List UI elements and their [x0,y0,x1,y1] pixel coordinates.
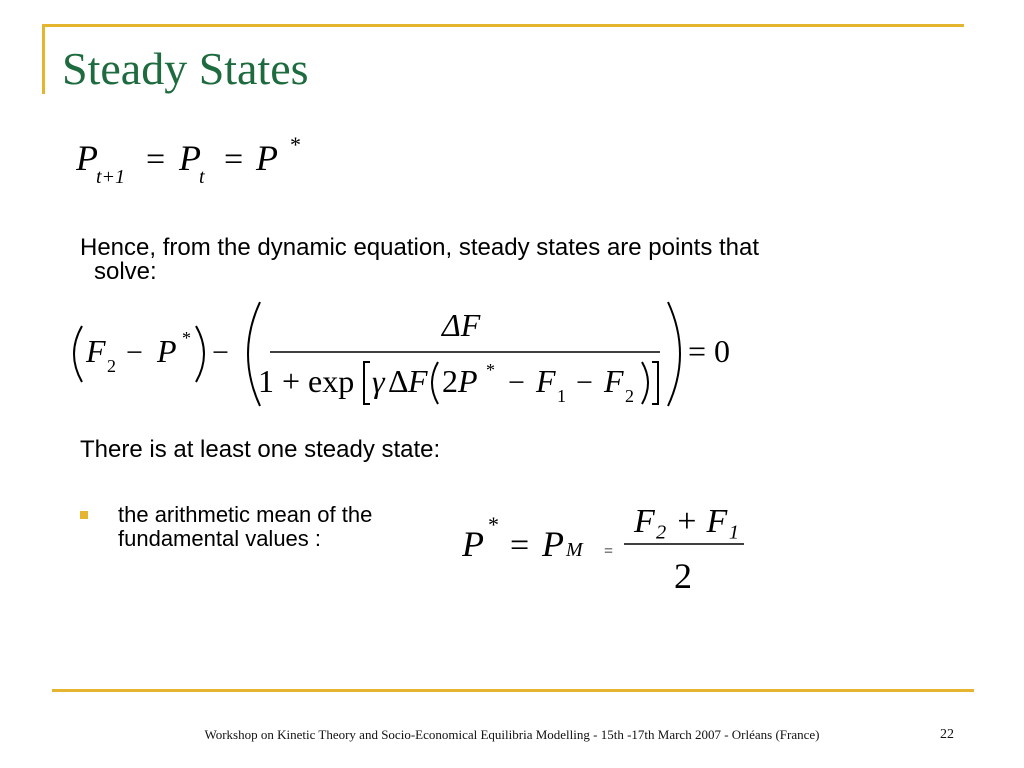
eq2-p: P [157,333,177,369]
eq2-delta: Δ [388,363,409,399]
eq1-eq2: = [224,141,244,178]
eq1-p1: P [76,138,98,178]
eq3-eq: = [510,527,530,564]
para1-line2: solve: [94,258,157,285]
eq2-minus3: − [508,366,525,399]
bullet-square-icon [80,511,88,519]
left-rule [42,24,45,94]
eq1-p2: P [179,138,201,178]
eq3-small-eq: = [604,543,614,560]
eq3-sub-m: M [566,539,583,561]
eq3-denominator: 2 [674,556,692,596]
equation-steady-state [76,130,336,190]
eq1-eq1: = [146,141,166,178]
eq2-sub2b: 2 [625,386,634,406]
eq2-rbracket [652,362,658,404]
eq2-sub2a: 2 [107,356,116,376]
bullet-line1: the arithmetic mean of the [118,502,373,527]
eq2-two: 2 [442,363,458,399]
top-rule [42,24,964,27]
eq3-numerator: F₂ + F₁ [634,503,740,540]
eq2-lparen1 [74,326,82,382]
eq2-numerator: ΔF [442,307,481,343]
eq2-one-plus-exp: 1 + exp [258,363,355,399]
eq2-minus4: − [576,366,593,399]
footer-text: Workshop on Kinetic Theory and Socio-Economical Equilibria Modelling - 15th -17th March 2007 - Orléans (France) [204,727,820,742]
eq1-star: * [290,132,301,157]
paragraph-hence [80,236,880,284]
eq2-star1: * [182,328,191,348]
eq2-lbracket [364,362,370,404]
eq3-p2: P [542,524,564,564]
eq2-f1: F [536,363,556,399]
para1-line1: Hence, from the dynamic equation, steady states are points that [80,234,760,261]
eq2-gamma: γ [372,363,385,399]
eq2-star2: * [486,360,495,380]
equation-arithmetic-mean [462,494,762,600]
eq2-rparen-den [642,362,648,404]
slide-title: Steady States [62,43,309,94]
eq2-rparen1 [196,326,204,382]
bullet-text [118,503,458,551]
eq3-p1: P [462,524,484,564]
eq2-lparen-den [432,362,438,404]
eq2-f-den: F [408,363,428,399]
eq2-big-rparen [668,302,680,406]
eq2-minus2: − [212,336,229,369]
page-number: 22 [940,727,954,742]
equation-steady-condition [60,296,760,412]
bottom-rule [52,689,974,692]
eq3-star: * [488,512,499,537]
eq2-sub1: 1 [557,386,566,406]
eq2-equals-zero: = 0 [688,333,731,369]
paragraph-at-least-one: There is at least one steady state: [80,436,441,463]
eq2-p-den: P [458,363,478,399]
eq1-sub-t1: t+1 [96,166,126,188]
bullet-line2: fundamental values : [118,526,322,551]
eq2-minus1: − [126,336,143,369]
eq1-p3: P [256,138,278,178]
eq2-f2-den: F [604,363,624,399]
eq2-f2: F [86,333,106,369]
eq1-sub-t: t [199,166,205,188]
